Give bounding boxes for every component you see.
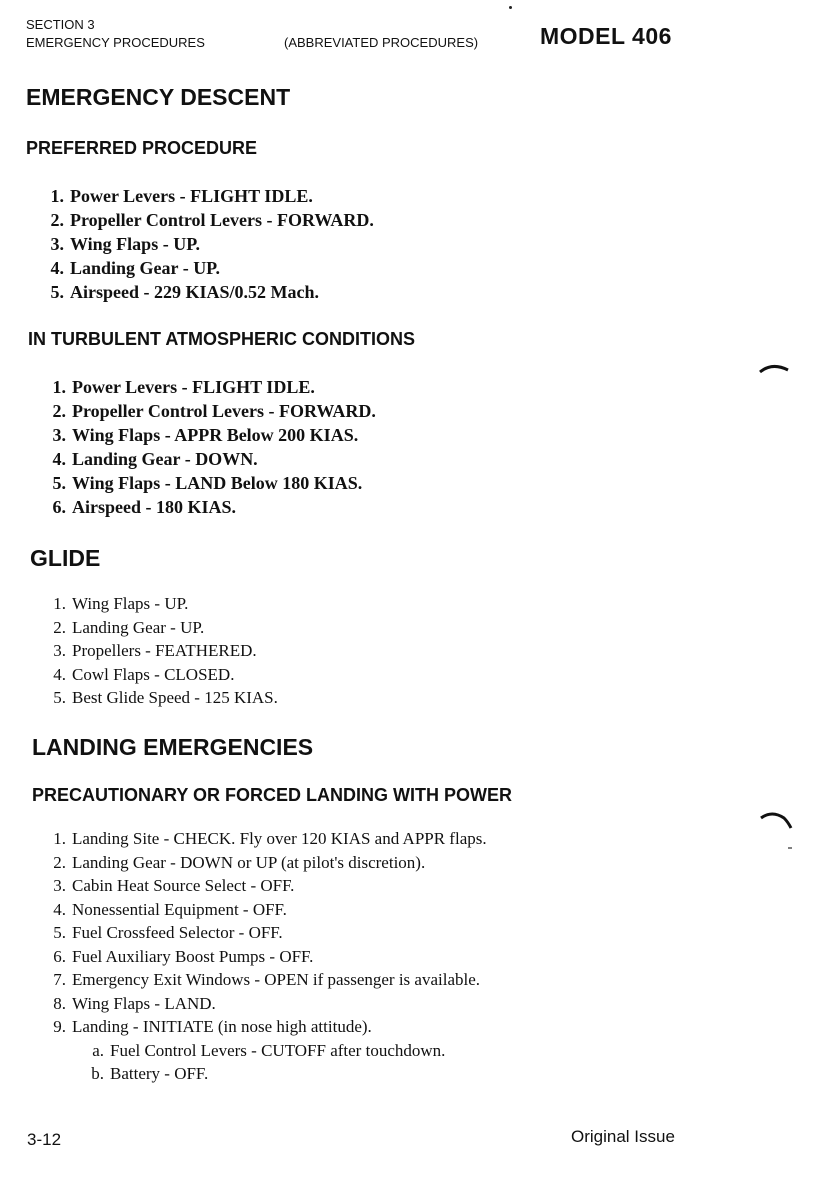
header-abbreviated: (ABBREVIATED PROCEDURES)	[284, 35, 479, 50]
list-item	[36, 874, 487, 898]
item-number: 1.	[53, 594, 66, 613]
item-text: Landing Gear - UP.	[70, 258, 221, 278]
item-number: a.	[92, 1040, 104, 1060]
item-text: Propellers - FEATHERED.	[72, 641, 257, 660]
landing-emergencies-title: LANDING EMERGENCIES	[32, 734, 314, 760]
list-item	[36, 639, 278, 663]
item-number: 4.	[52, 449, 66, 469]
item-number: 4.	[53, 664, 66, 684]
header-chapter: EMERGENCY PROCEDURES	[26, 35, 205, 50]
list-subitem	[36, 1062, 487, 1086]
item-text: Wing Flaps - LAND Below 180 KIAS.	[72, 473, 363, 493]
item-number: 5.	[53, 923, 66, 942]
item-number: 2.	[53, 617, 66, 637]
item-number: 1.	[53, 829, 66, 848]
revision-mark	[758, 360, 792, 376]
item-number: 5.	[53, 688, 66, 707]
item-number: 6.	[52, 497, 66, 517]
item-number: 2.	[52, 401, 66, 421]
list-item	[32, 471, 376, 495]
list-item	[36, 851, 487, 875]
list-item	[36, 686, 278, 710]
item-text: Cabin Heat Source Select - OFF.	[72, 876, 295, 895]
glide-list	[36, 592, 278, 710]
item-number: 5.	[52, 473, 66, 493]
list-item	[36, 945, 487, 969]
item-number: 3.	[50, 234, 64, 254]
precautionary-landing-title: PRECAUTIONARY OR FORCED LANDING WITH POWER	[32, 785, 512, 805]
item-number: 1.	[50, 186, 64, 206]
precautionary-landing-list	[36, 827, 487, 1086]
item-number: b.	[91, 1064, 104, 1083]
item-text: Airspeed - 180 KIAS.	[72, 497, 237, 517]
list-item	[36, 968, 487, 992]
list-item	[36, 1015, 487, 1039]
list-item	[32, 423, 376, 447]
item-number: 4.	[50, 258, 64, 278]
item-number: 4.	[53, 899, 66, 919]
speck-mark	[509, 6, 512, 9]
item-text: Landing Gear - UP.	[72, 617, 205, 637]
item-text: Wing Flaps - LAND.	[72, 993, 216, 1013]
turbulent-conditions-title: IN TURBULENT ATMOSPHERIC CONDITIONS	[28, 329, 415, 349]
page-header	[26, 18, 726, 58]
page-number: 3-12	[27, 1130, 62, 1149]
item-text: Landing Site - CHECK. Fly over 120 KIAS and APPR flaps.	[72, 829, 487, 848]
item-text: Fuel Crossfeed Selector - OFF.	[72, 923, 283, 942]
item-number: 8.	[53, 993, 66, 1013]
item-text: Wing Flaps - UP.	[70, 234, 201, 254]
list-item	[36, 616, 278, 640]
item-number: 1.	[52, 377, 66, 397]
item-text: Battery - OFF.	[110, 1064, 209, 1083]
list-item	[36, 898, 487, 922]
issue-label: Original Issue	[571, 1127, 675, 1146]
item-text: Landing - INITIATE (in nose high attitude).	[72, 1017, 372, 1036]
item-text: Landing Gear - DOWN or UP (at pilot's discretion).	[72, 852, 426, 872]
item-text: Cowl Flaps - CLOSED.	[72, 664, 235, 684]
list-subitem	[36, 1039, 487, 1063]
item-text: Propeller Control Levers - FORWARD.	[72, 401, 376, 421]
item-text: Fuel Auxiliary Boost Pumps - OFF.	[72, 946, 314, 966]
list-item	[30, 184, 374, 208]
list-item	[36, 592, 278, 616]
glide-title: GLIDE	[30, 545, 101, 571]
revision-mark	[758, 808, 798, 852]
item-number: 3.	[53, 641, 66, 660]
item-text: Wing Flaps - APPR Below 200 KIAS.	[72, 425, 359, 445]
list-item	[32, 495, 376, 519]
header-section: SECTION 3	[26, 17, 95, 32]
item-number: 7.	[53, 970, 66, 989]
item-number: 2.	[50, 210, 64, 230]
list-item	[36, 827, 487, 851]
emergency-descent-title: EMERGENCY DESCENT	[26, 84, 291, 110]
turbulent-conditions-list	[32, 375, 376, 519]
list-item	[30, 256, 374, 280]
item-text: Landing Gear - DOWN.	[72, 449, 258, 469]
item-text: Propeller Control Levers - FORWARD.	[70, 210, 374, 230]
header-model: MODEL 406	[540, 23, 672, 49]
list-item	[36, 992, 487, 1016]
item-text: Wing Flaps - UP.	[72, 594, 189, 613]
preferred-procedure-list	[30, 184, 374, 304]
item-number: 2.	[53, 852, 66, 872]
preferred-procedure-title: PREFERRED PROCEDURE	[26, 138, 258, 158]
item-number: 6.	[53, 946, 66, 966]
list-item	[30, 280, 374, 304]
item-text: Nonessential Equipment - OFF.	[72, 899, 287, 919]
list-item	[32, 375, 376, 399]
item-text: Best Glide Speed - 125 KIAS.	[72, 688, 278, 707]
item-number: 3.	[53, 876, 66, 895]
item-text: Emergency Exit Windows - OPEN if passenger is available.	[72, 970, 481, 989]
list-item	[32, 447, 376, 471]
list-item	[30, 208, 374, 232]
list-item	[32, 399, 376, 423]
item-number: 5.	[50, 282, 64, 302]
item-text: Power Levers - FLIGHT IDLE.	[70, 186, 313, 206]
item-text: Airspeed - 229 KIAS/0.52 Mach.	[70, 282, 319, 302]
item-text: Power Levers - FLIGHT IDLE.	[72, 377, 315, 397]
list-item	[36, 921, 487, 945]
item-text: Fuel Control Levers - CUTOFF after touchdown.	[110, 1040, 446, 1060]
item-number: 9.	[53, 1017, 66, 1036]
list-item	[30, 232, 374, 256]
item-number: 3.	[52, 425, 66, 445]
list-item	[36, 663, 278, 687]
